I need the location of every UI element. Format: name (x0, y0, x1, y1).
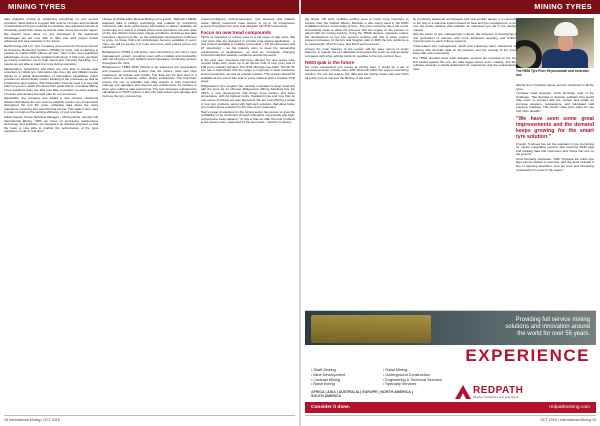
list-item: • Shaft Sinking (311, 368, 345, 373)
list-item: • Raise Mining (383, 368, 442, 373)
paragraph: directly from Tyrebase wheel sensors monitored in all the tyres. (516, 84, 594, 91)
subheading: REDI Ipak is the future (305, 59, 355, 65)
paragraph: Meanwhile, the company has added a new camera monitoring solution that allows the tyre team to carefully monitor tyre components throughout the tyre life cycle, collecting data about the many operations occurring and potential risk events. This data is then used in order to improve the working efficiency of your tyre fleet. (4, 96, 99, 115)
article-column-3 (516, 84, 594, 306)
article-column-2 (102, 18, 196, 413)
list-item: • Engineering & Technical Services (383, 378, 442, 383)
list-item: • Contract Mining (311, 378, 345, 383)
subheading: Focus on new tread compounds (200, 30, 272, 36)
list-item: • Specialty Services (383, 382, 442, 387)
paragraph: the wheel. Hill tools' multiline surface area is much more important to explore than the tracked effects. Michelin is also being used in the RFID installation across a new range of tyres. The tyre's company has a set on the surrounding areas to allow the pressure and the engine on the process to attend with the mining industry. Using the TPMS devices, operators reduce the development of key tyre sensors reading and that is when system process increases. At the tyre and Supplier plan in 2019 the tyre solutions to its tread depth, 48 of its tyres, and full of each pressure. (305, 18, 409, 46)
paragraph: data analytics crucial to enhancing everything on tyre service providers. West Africa is a region with dozens of mines and hundreds of well-tracked dirt tyre methods to introduce new advanced service to constantly guard their mines as well as other mines across the region. (4, 18, 99, 32)
redpath-advertisement[interactable] (305, 310, 596, 413)
list-item: • Raise boring (311, 382, 345, 387)
article-columns (305, 18, 516, 308)
paragraph: Bridgestone's TPMS is still active, now connected to the mine's mine management system, providing users with a reliable and trustworthy alert set all types of tyre inflation and temperature monitoring sensors throughout the mine. (102, 50, 197, 65)
paragraph: Aslam Saeed, Group Technical Manager – Mining Africa, recently told International Mining: "With our focus on increasing maintenance technology and solutions, we invested in an advanced system so that the team is now able to monitor the performance of the tyres anywhere on site in real time." (4, 115, 99, 134)
ad-cta-text: Consider it done. (311, 405, 351, 410)
paragraph: Unique at Mobile Mine Mineral Mining Ltd is a field. "Michelin's MEMs acquired data is today's technology and enables by monitoring customers with clear performance information to deliver reliability, as performing very well in a market where new operations are also quite on the rise. African mines have unique conditions, and these fast data recorders support tyre life, so the anticipated development continues to grow. As these high-end technologies become available in every mine, we will be seeing it in more and more work places across the continent." (102, 18, 197, 50)
ad-cta-bar[interactable] (305, 402, 596, 413)
paragraph: Bridgestone's TPMS RFID (iTrack) is an advanced tyre temperature and pressure monitoring system that the miners, mine and mine equipment, all include and installs. The data can be then sent to a control room or computer, tablet, and/or smartphone. The tool helps ensure the use of valuable, fast data outputs to help customers manage tyre damages and improve tyre performance by working to drive tyres within a safe speed limit. The tool increases maintenance calculations to TKPH optima. It also can help reduce tyre damage and improve the tyre process line. (102, 65, 197, 98)
page-footer (305, 415, 596, 424)
paragraph: In the past year, Goodyear has been offering the new series mine product range with mines up to an 80-ton hold of new tyres and to fulfil every industry demand. The OTR offerings now build. The RL-5K tyre has a heat-shield and the range is improved in heat resistance and cut protection, as well as a better traction. This product should be available at the end of this year in some markets with a broader OTR range. (200, 57, 295, 84)
pull-quote: "We have seen some great improvements and the demand keeps growing for the smart tyre solution." (516, 115, 594, 140)
paragraph: The TPMS provides three main features: sensors are mounted on the rim and sealed against the tyre; the data logger stores every reading; and the software presents a simple dashboard for supervisors and the maintenance team. (412, 56, 516, 71)
paragraph: Crisis-related tyre management, which had previously been introduced, is evolving with accurate data on all pressure and the running of the tyres along with new compounds. (412, 44, 516, 56)
tyre-technician-photo (516, 18, 594, 68)
article-columns (4, 18, 295, 413)
ad-services-list (383, 368, 442, 387)
ad-headline: EXPERIENCE (465, 346, 590, 365)
paragraph: Bridgestone's tyre program has recently extended its deep tread line with the tyres for its off-road. Bridgestone Mining Solutions has the VRLS, a new development that brings more traction and lower temperature, with the lightest trucks. Standard tyres and rims from its own series of wheels are also approved. We are now offering a range of new tyre products, along with high-tech solutions that allow better tyre control and a reduction in the cost of our customers. (200, 83, 295, 110)
article-column-3 (201, 18, 295, 413)
tyre-shape (516, 40, 542, 68)
ad-services-list (311, 368, 345, 387)
paragraph: For more unexpected tyre issues at mining sites, it would be a set of elements at some of those sites. With elements within the system monitoring solution, the tyre kits lead to tyre data and the mining trucks start and finish all of the tyres to improve the lifetime of the truck. (305, 64, 409, 80)
ad-tagline: Providing full service mining (515, 317, 590, 323)
folio: OCT 2018 | International Mining 19 (540, 418, 596, 422)
paragraph: Chris Donnelly concludes: "With Tyrebase the entire tyre fleet can be tracked in real time, and this level of detail is key to reducing downtime, cost per hour and increasing productivity for mines in the region." (516, 156, 594, 172)
section-header: MINING TYRES (0, 0, 299, 14)
article-column-2 (413, 18, 517, 308)
logo-name: REDPATH (473, 385, 524, 396)
paragraph: Among the main features of the system will be: easy set-up of smart features, to register the tyre database and reduce the costs, as well as easily compares with other vehicle tracks for supplies to the tyre centres' fleet. (305, 46, 409, 58)
logo-tagline: Mining Contractors and Engineers (473, 395, 519, 399)
right-page (301, 0, 600, 426)
paragraph: By combining advanced technologies and new product design, it is currently on the way to a real-time system based on heat and tyre management, to be sure the trucks achieve and maintain an optimised tyre life in the mining industry. (412, 18, 516, 32)
section-header: MINING TYRES (301, 0, 600, 14)
mining-truck-image (311, 315, 431, 343)
worker-face (558, 34, 573, 51)
redpath-logo-icon (455, 385, 471, 399)
ad-website-link[interactable]: redpathmining.com (549, 405, 590, 410)
photo-caption: The REDI Tyre Fixer 60 pneumatic and controller box (516, 69, 590, 77)
ad-banner-image (305, 311, 596, 345)
folio: 18 International Mining | OCT 2018 (4, 418, 60, 422)
redpath-logo[interactable] (455, 385, 537, 399)
paragraph: With the future of tyre management in focus, the company is developing a new generation of sensors with more advanced reporting and further improvements to each of these systems. (412, 32, 516, 44)
paragraph: Titan's range of solutions for the mining sector has proven to grow the profitability of its customers through innovative compounds and high-performance tread patterns. "In this is that we offer the best products at the lowest costs, supported by the best team," said the company. (200, 109, 295, 125)
list-item: • Mine Development (311, 373, 345, 378)
list-item: • Underground Construction (383, 373, 442, 378)
hard-hat (554, 22, 578, 36)
paragraph: Maintenance, technicians and fitters are now able to receive data collection of critical tyre information like inner dip and inflation levels, thanks to a global dissemination of information capabilities, which provides an electronically system tracking of the processes as well as a distinctive alert system. This information must be used in a way that offers tyre users useful info about their goals before. Complete Mining Tyres Solutions team are also now able to perform an early analysis of issues and develop the right plan for our processes. (4, 66, 99, 96)
page-footer (4, 415, 295, 424)
paragraph: custom-configured multi-temperature, tyre pressure and inflation levels. Mining customers have access to up to 16 temperature sensors throughout the mine and integrate full OTR construction. (200, 18, 295, 29)
article-column-1 (4, 18, 98, 413)
paragraph: Overall, Tyrebase has set the standard in tyre monitoring for mines, integrating sensors with real-time RFID tags and tracking data that customers and mines can use on the ground. (516, 141, 594, 157)
paragraph: Plenty of examples of mining tyres in a full range of gap sizes. Big rural tyres that are designed to provide long lasting application... a new product available in multiple compounds – CP (compression) and ET (electrical) – as the industry aims to meet the demanding requirements of applications, as well as constantly changing environmental and weather conditions around the world. (200, 35, 295, 58)
ad-regions: AFRICA | ASIA | AUSTRALIA | EUROPE | NORTH AMERICA | SOUTH AMERICA (311, 390, 413, 399)
paragraph: We haven't been alone on any interested in the significant advantages we are now able to offer and we'll project further advances and new contracts in the future. (4, 32, 99, 44)
ad-tagline: the world for over 55 years. (517, 331, 590, 337)
worker-body (542, 49, 588, 68)
left-page (0, 0, 299, 426)
paragraph: Tyrebase head designer, Chris Donnelly, said of the challenge: "We decided to develop software that would help users to connect with the system and obtain an accurate pressure, temperature, and calculated cold pressure readings. This would make tyres safer for use and more durable." (516, 91, 594, 114)
ad-tagline: solutions and innovation around (505, 324, 590, 330)
paragraph: Earthmoving and Ltd. Tyre Company announced its Pressure Sensor for Pressure Monitoring Systems (TPMS) for tyres, and is planning to expand its mobile RFID without all new. "One of the most significant advantages of our recently updated technology is that tyres get listed as mining machines run to high speed and currently travelling, so it means we are able to track the tyres during operation. (4, 44, 99, 66)
article-column-1 (305, 18, 409, 308)
